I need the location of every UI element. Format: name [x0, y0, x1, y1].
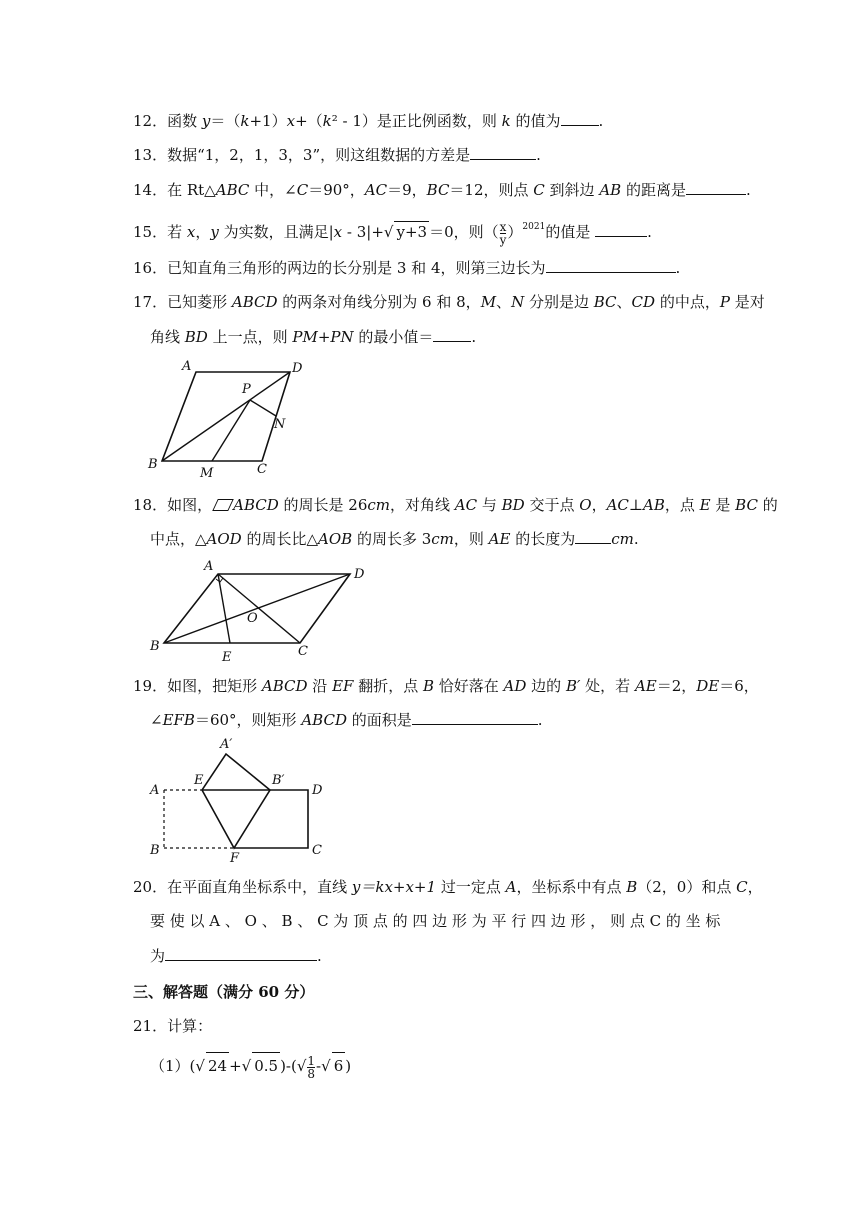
question-15: 15．若 x，y 为实数，且满足|x ‑ 3|+√ y+3 ＝0，则（ $\frac{x}{y}$ ）$^{2021}$的值是 .: [133, 219, 652, 247]
label-E: E: [222, 650, 232, 664]
label-O: O: [247, 611, 258, 626]
sqrt-expression: y+3: [396, 223, 428, 241]
label-C: C: [312, 843, 322, 858]
label-B: B: [150, 843, 160, 858]
answer-blank: [546, 258, 676, 273]
question-13: 13．数据“1，2，1，3，3”，则这组数据的方差是 .: [133, 146, 541, 164]
parallelogram-icon: [212, 499, 234, 511]
label-M: M: [200, 466, 214, 480]
label-B: B: [148, 457, 158, 472]
answer-blank: [595, 222, 647, 237]
label-B-prime: B′: [272, 773, 285, 788]
fraction-x-over-y: $\frac{x}{y}$: [499, 219, 507, 247]
label-C: C: [298, 644, 308, 659]
rhombus-figure: [140, 356, 320, 480]
question-20-line1: 20．在平面直角坐标系中，直线 y＝kx+x+1 过一定点 A，坐标系中有点 B（2，0）和点 C，: [133, 878, 763, 896]
question-21-part1: （1）(√ 24 +√ 0.5 )-(√ $\frac{1}{8}$ -√ 6 ): [150, 1053, 352, 1081]
parallelogram-figure: [144, 558, 376, 664]
question-14: 14．在 Rt△ABC 中，∠C＝90°，AC＝9，BC＝12，则点 C 到斜边 AB 的距离是 .: [133, 181, 751, 199]
question-20-line3: 为 .: [150, 947, 322, 965]
label-D: D: [354, 567, 365, 582]
label-A: A: [182, 359, 192, 374]
question-19-line2: ∠EFB＝60°，则矩形 ABCD 的面积是 .: [150, 711, 543, 729]
label-D: D: [292, 361, 303, 376]
label-A-prime: A′: [220, 737, 233, 752]
answer-blank: [686, 180, 746, 195]
question-17-line2: 角线 BD 上一点，则 PM+PN 的最小值＝ .: [150, 328, 477, 346]
question-16: 16．已知直角三角形的两边的长分别是 3 和 4，则第三边长为 .: [133, 259, 681, 277]
answer-blank: [561, 111, 599, 126]
question-21: 21．计算：: [133, 1017, 213, 1035]
fraction-1-over-8: $\frac{1}{8}$: [307, 1053, 316, 1081]
label-A: A: [150, 783, 160, 798]
question-20-line2: 要 使 以 A 、 O 、 B 、 C 为 顶 点 的 四 边 形 为 平 行 四 边 形 ， 则 点 C 的 坐 标: [150, 912, 721, 930]
answer-blank: [165, 946, 317, 961]
label-E: E: [194, 773, 204, 788]
question-18-line1: 18．如图， ABCD 的周长是 26cm，对角线 AC 与 BD 交于点 O，AC⊥AB，点 E 是 BC 的: [133, 496, 778, 514]
label-P: P: [242, 382, 251, 397]
answer-blank: [433, 327, 471, 342]
label-B: B: [150, 639, 160, 654]
question-19-line1: 19．如图，把矩形 ABCD 沿 EF 翻折，点 B 恰好落在 AD 边的 B′ 处，若 AE＝2，DE＝6，: [133, 677, 759, 695]
question-17-line1: 17．已知菱形 ABCD 的两条对角线分别为 6 和 8，M、N 分别是边 BC、CD 的中点，P 是对: [133, 293, 765, 311]
rectangle-fold-figure: [144, 734, 334, 864]
label-C: C: [257, 462, 267, 477]
answer-blank: [412, 710, 538, 725]
label-D: D: [312, 783, 323, 798]
answer-blank: [470, 145, 536, 160]
label-N: N: [274, 417, 286, 432]
answer-blank: [575, 529, 611, 544]
label-F: F: [230, 851, 240, 864]
section-heading: 三、解答题（满分 60 分）: [133, 983, 315, 1001]
label-A: A: [204, 559, 214, 574]
question-12: 12．函数 y＝（k+1）x+（k² ‑ 1）是正比例函数，则 k 的值为 .: [133, 112, 604, 130]
question-18-line2: 中点，△AOD 的周长比△AOB 的周长多 3cm，则 AE 的长度为 cm.: [150, 530, 639, 548]
